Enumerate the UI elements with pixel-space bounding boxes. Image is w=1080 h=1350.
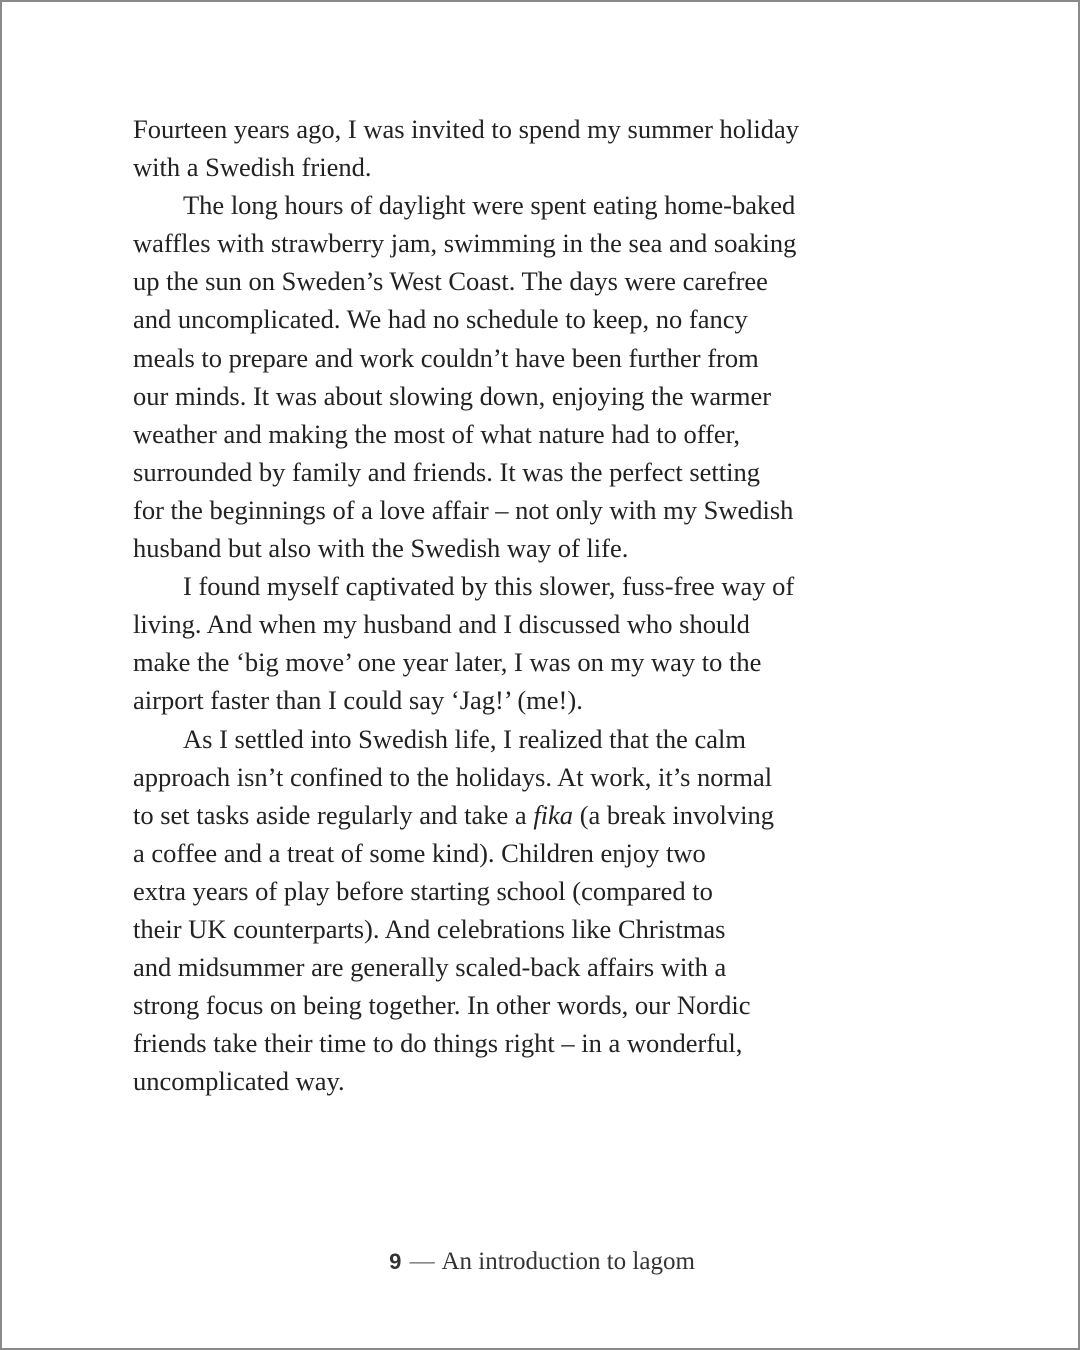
chapter-title: An introduction to lagom: [441, 1248, 695, 1275]
page-number: 9: [389, 1249, 402, 1274]
fika-term: fika: [533, 799, 574, 830]
text-line: As I settled into Swedish life, I realized that the calm: [183, 723, 746, 754]
text-line: and uncomplicated. We had no schedule to keep, no fancy: [133, 304, 748, 335]
text-line: friends take their time to do things right – in a wonderful,: [133, 1028, 743, 1059]
text-line: extra years of play before starting school (compared to: [133, 875, 713, 906]
text-line: airport faster than I could say ‘Jag!’ (me!).: [133, 685, 583, 716]
text-line: waffles with strawberry jam, swimming in the sea and soaking: [133, 228, 797, 259]
text-line: uncomplicated way.: [133, 1066, 345, 1097]
text-line: strong focus on being together. In other words, our Nordic: [133, 990, 751, 1021]
text-line: make the ‘big move’ one year later, I was on my way to the: [133, 647, 762, 678]
text-line: a coffee and a treat of some kind). Children enjoy two: [133, 837, 706, 868]
text-line: husband but also with the Swedish way of life.: [133, 533, 629, 564]
footer-separator: —: [409, 1248, 435, 1275]
text-segment: to set tasks aside regularly and take a: [133, 799, 534, 830]
text-line: The long hours of daylight were spent eating home-baked: [183, 190, 796, 221]
text-line: living. And when my husband and I discussed who should: [133, 609, 750, 640]
text-segment: (a break involving: [573, 799, 774, 830]
text-line: weather and making the most of what nature had to offer,: [133, 418, 741, 449]
text-line: our minds. It was about slowing down, enjoying the warmer: [133, 380, 772, 411]
text-line: surrounded by family and friends. It was the perfect setting: [133, 456, 760, 487]
text-line: for the beginnings of a love affair – not only with my Swedish: [133, 494, 794, 525]
text-line: their UK counterparts). And celebrations like Christmas: [133, 913, 726, 944]
page-footer: [2, 1248, 1080, 1276]
text-line: approach isn’t confined to the holidays. At work, it’s normal: [133, 761, 773, 792]
text-line: Fourteen years ago, I was invited to spend my summer holiday: [133, 114, 800, 144]
body-text: [133, 110, 948, 1100]
text-line: meals to prepare and work couldn’t have been further from: [133, 342, 759, 373]
text-line: and midsummer are generally scaled-back affairs with a: [133, 952, 727, 983]
text-line: [133, 796, 948, 834]
text-line: I found myself captivated by this slower, fuss-free way of: [183, 571, 795, 602]
text-line: with a Swedish friend.: [133, 152, 372, 183]
text-line: up the sun on Sweden’s West Coast. The days were carefree: [133, 266, 768, 297]
